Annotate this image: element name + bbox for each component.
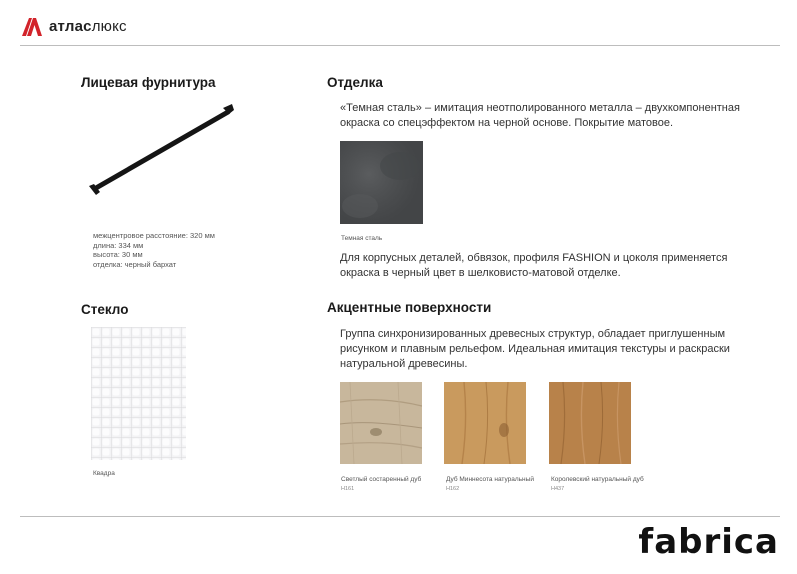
handle-spec-finish: отделка: черный бархат (93, 259, 177, 269)
fabrica-logo: fabrica (638, 522, 779, 562)
royal-oak-swatch (549, 382, 631, 464)
light-aged-oak-swatch (340, 382, 422, 464)
finish-heading: Отделка (327, 75, 383, 90)
minnesota-oak-label: Дуб Миннесота натуральный (446, 476, 534, 483)
handle-specs (93, 231, 215, 269)
atlas-logo-icon (20, 15, 44, 37)
glass-heading: Стекло (81, 302, 129, 317)
dark-steel-swatch (340, 141, 423, 224)
brand-name-regular: люкс (91, 17, 127, 35)
quadra-glass-swatch (91, 327, 186, 460)
handle-spec-distance: межцентровое расстояние: 320 мм (93, 231, 215, 240)
light-aged-oak-code: Н161 (341, 486, 355, 492)
accent-heading: Акцентные поверхности (327, 300, 492, 315)
royal-oak-code: Н437 (551, 486, 565, 492)
quadra-label: Квадра (93, 470, 115, 477)
finish-description: «Темная сталь» – имитация неотполированного металла – двухкомпонентная окраска со спецэффектом на черной основе. Покрытие матовое. (340, 102, 740, 129)
brand-name (49, 18, 127, 35)
footer-divider (20, 516, 780, 517)
finish-note: Для корпусных деталей, обвязок, профиля FASHION и цоколя применяется окраска в черный цвет в шелковисто-матовой отделке. (340, 252, 728, 279)
light-aged-oak-label: Светлый состаренный дуб (341, 476, 422, 483)
handle-heading: Лицевая фурнитура (81, 75, 216, 90)
handle-spec-height: высота: 30 мм (93, 250, 143, 259)
minnesota-oak-code: Н162 (446, 486, 460, 492)
brand-name-bold: атлас (49, 17, 92, 35)
handle-image (84, 102, 238, 202)
minnesota-oak-swatch (444, 382, 526, 464)
handle-spec-length: длина: 334 мм (93, 240, 144, 250)
dark-steel-label: Темная сталь (341, 235, 383, 242)
brand (20, 15, 127, 37)
royal-oak-label: Королевский натуральный дуб (551, 476, 644, 483)
header-divider (20, 45, 780, 46)
accent-description: Группа синхронизированных древесных структур, обладает приглушенным рисунком и плавным рельефом. Идеальная имитация текстуры и раскраски натуральной древесины. (340, 328, 730, 370)
